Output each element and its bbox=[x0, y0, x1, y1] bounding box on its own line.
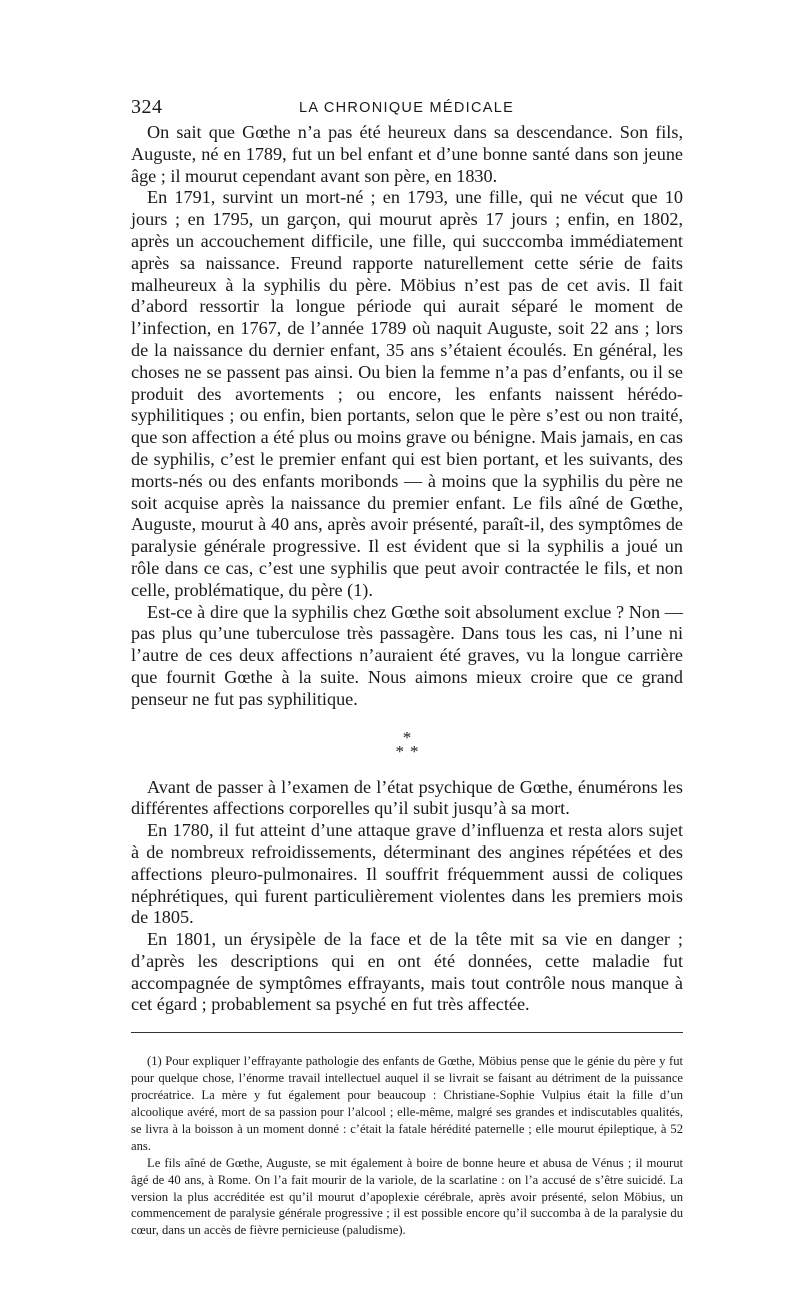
asterism-top: * bbox=[402, 727, 412, 747]
footnote-rule bbox=[131, 1032, 683, 1033]
page-header bbox=[131, 96, 683, 122]
page-number: 324 bbox=[131, 96, 163, 118]
paragraph: En 1791, survint un mort-né ; en 1793, une fille, qui ne vécut que 10 jours ; en 1795, un garçon, qui mourut après 17 jours ; enfin, en 1802, après un accouchement difficile, une fille, qui succcomba immédiatement après sa naissance. Freund rapporte naturellement cette série de faits malheureux à la syphilis du père. Möbius n’est pas de cet avis. Il fait d’abord ressortir la longue période qui aurait séparé le moment de l’infection, en 1767, de l’année 1789 où naquit Auguste, soit 22 ans ; lors de la naissance du dernier enfant, 35 ans s’étaient écoulés. En général, les choses ne se passent pas ainsi. Ou bien la femme n’a pas d’enfants, ou il se produit des avortements ; ou encore, les enfants naissent hérédo-syphilitiques ; ou enfin, bien portants, selon que le père s’est ou non traité, que son affection a été plus ou moins grave ou bénigne. Mais jamais, en cas de syphilis, c’est le premier enfant qui est bien portant, et les suivants, des morts-nés ou des enfants moribonds — à moins que la syphilis du père ne soit acquise après la naissance du premier enfant. Le fils aîné de Gœthe, Auguste, mourut à 40 ans, après avoir présenté, paraît-il, des symptômes de paralysie générale progressive. Il est évident que si la syphilis a joué un rôle dans ce cas, c’est une syphilis que peut avoir contractée le fils, et non celle, problématique, du père (1). bbox=[131, 187, 683, 600]
paragraph: En 1780, il fut atteint d’une attaque grave d’influenza et resta alors sujet à de nombreux refroidissements, déterminant des angines répétées et des affections pleuro-pulmonaires. Il souffrit fréquemment aussi de coliques néphrétiques, qui furent particulièrement violentes dans les premiers mois de 1805. bbox=[131, 820, 683, 928]
page bbox=[131, 96, 683, 1239]
section-separator bbox=[131, 727, 683, 761]
footnote: Le fils aîné de Gœthe, Auguste, se mit également à boire de bonne heure et abusa de Vénus ; il mourut âgé de 40 ans, à Rome. On l’a fait mourir de la variole, de la scarlatine : on l’a accusé de s’être suicidé. La version la plus accréditée est qu’il mourut d’apoplexie cérébrale, après avoir présenté, selon Möbius, un commencement de paralysie générale progressive ; il est possible encore qu’il succomba à de la paralysie du cœur, dans un accès de fièvre pernicieuse (paludisme). bbox=[131, 1155, 683, 1238]
asterism-bottom: ** bbox=[395, 741, 425, 761]
footnote: (1) Pour expliquer l’effrayante pathologie des enfants de Gœthe, Möbius pense que le génie du père y fut pour quelque chose, l’énorme travail intellectuel auquel il se livrait se faisant au détriment de la puissance procréatrice. La mère y fut également pour beaucoup : Christiane-Sophie Vulpius était la fille d’un alcoolique avéré, mort de sa passion pour l’alcool ; elle-même, malgré ses grandes et indiscutables qualités, se livra à la boisson à un moment donné : c’était la fatale hérédité paternelle ; elle mourut épileptique, à 52 ans. bbox=[131, 1054, 683, 1153]
paragraph: Avant de passer à l’examen de l’état psychique de Gœthe, énumérons les différentes affections corporelles qu’il subit jusqu’à sa mort. bbox=[131, 776, 683, 819]
paragraph: On sait que Gœthe n’a pas été heureux dans sa descendance. Son fils, Auguste, né en 1789, fut un bel enfant et d’une bonne santé dans son jeune âge ; il mourut cependant avant son père, en 1830. bbox=[131, 122, 683, 186]
paragraph: Est-ce à dire que la syphilis chez Gœthe soit absolument exclue ? Non — pas plus qu’une tuberculose très passagère. Dans tous les cas, ni l’une ni l’autre de ces deux affections n’auraient été graves, vu la longue carrière que fournit Gœthe à la suite. Nous aimons mieux croire que ce grand penseur ne fut pas syphilitique. bbox=[131, 601, 683, 709]
paragraph: En 1801, un érysipèle de la face et de la tête mit sa vie en danger ; d’après les descriptions qui en ont été données, cette maladie fut accompagnée de symptômes effrayants, mais tout contrôle nous manque à cet égard ; probablement sa psyché en fut très affectée. bbox=[131, 929, 683, 1015]
running-title: LA CHRONIQUE MÉDICALE bbox=[299, 100, 515, 116]
footnotes bbox=[131, 1053, 683, 1239]
main-text bbox=[131, 122, 683, 1016]
